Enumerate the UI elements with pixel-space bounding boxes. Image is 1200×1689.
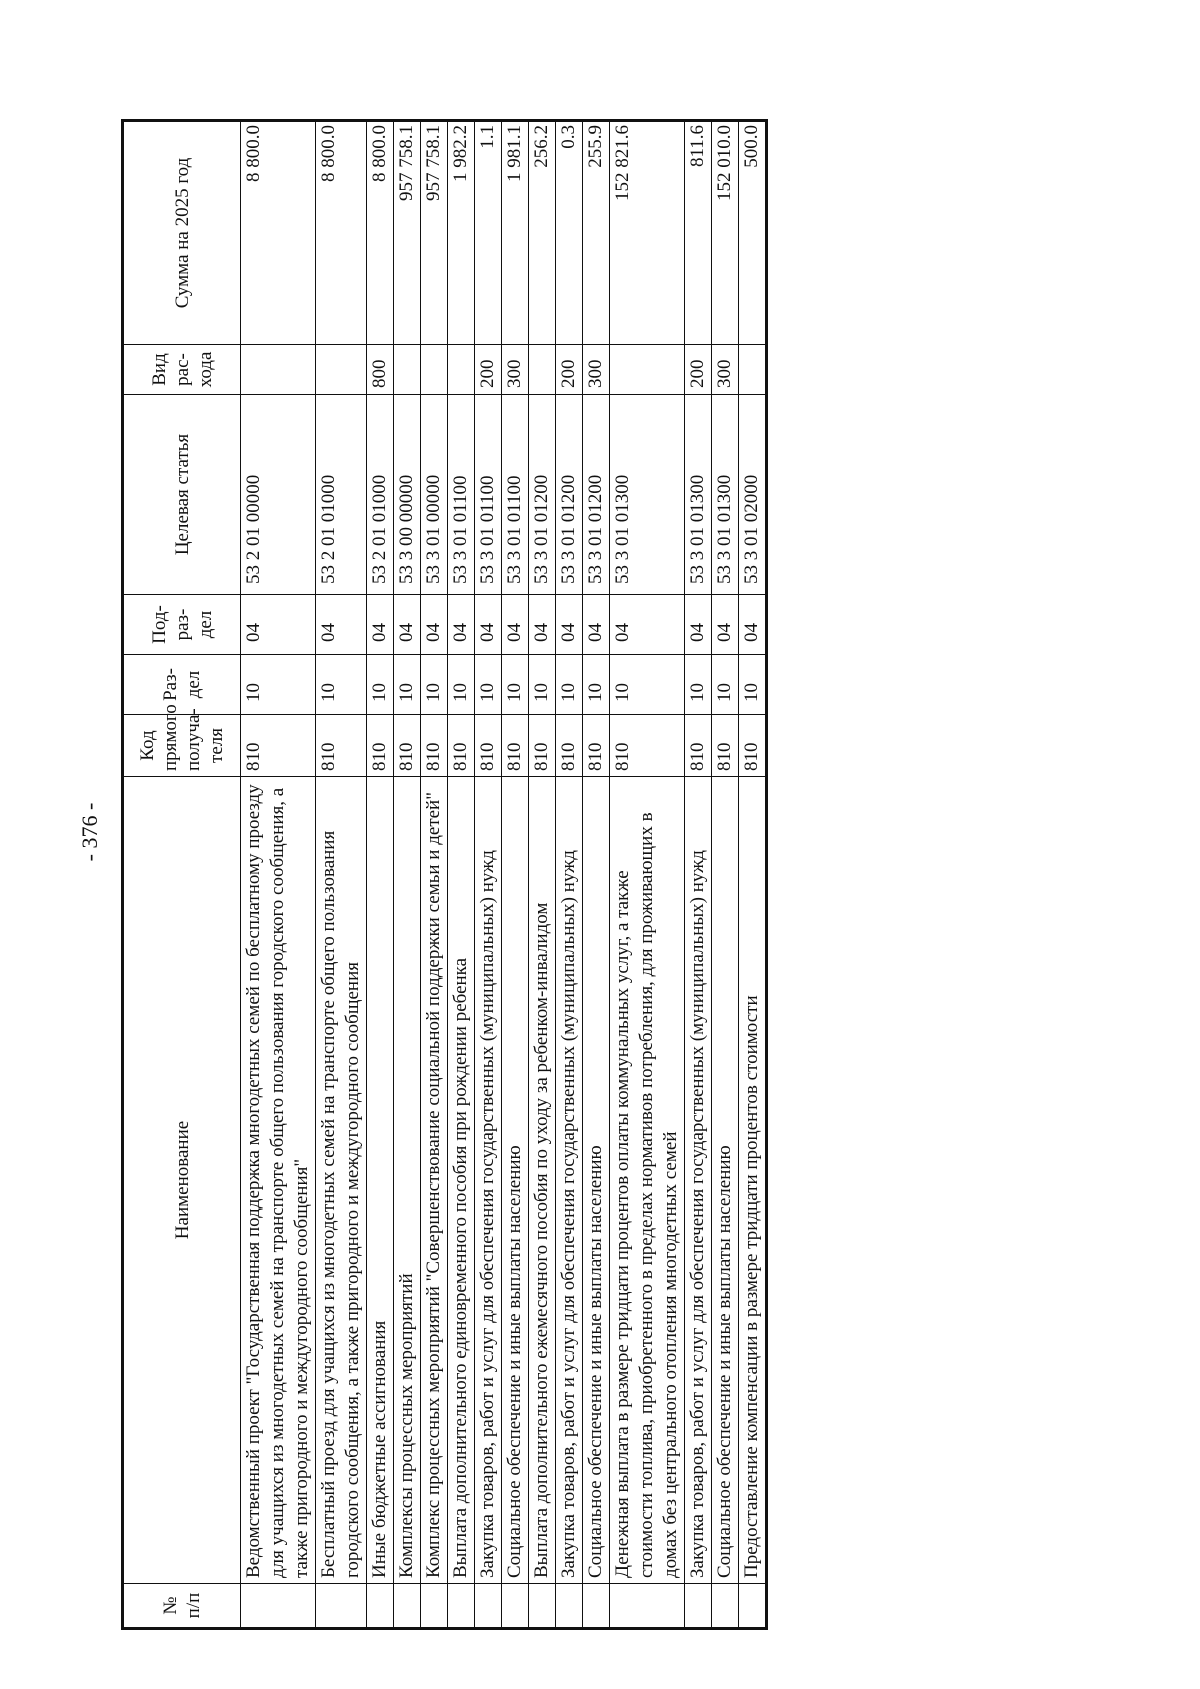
- cell-target: 53 2 01 00000: [241, 395, 316, 595]
- table-row: [712, 121, 739, 1629]
- header-razdel: Раз-дел: [123, 655, 241, 715]
- cell-num: [529, 1584, 556, 1629]
- cell-code: 810: [394, 715, 421, 777]
- cell-num: [583, 1584, 610, 1629]
- cell-vid: 200: [475, 345, 502, 395]
- cell-vid: [739, 345, 767, 395]
- cell-sum: 256.2: [529, 121, 556, 345]
- table-row: [610, 121, 685, 1629]
- cell-name: Выплата дополнительного единовременного пособия при рождении ребенка: [448, 777, 475, 1584]
- cell-razdel: 10: [421, 655, 448, 715]
- cell-podrazdel: 04: [685, 595, 712, 655]
- cell-name: Комплексы процессных мероприятий: [394, 777, 421, 1584]
- cell-num: [421, 1584, 448, 1629]
- cell-vid: 200: [556, 345, 583, 395]
- cell-razdel: 10: [685, 655, 712, 715]
- cell-vid: [316, 345, 367, 395]
- cell-sum: 0.3: [556, 121, 583, 345]
- cell-vid: 300: [502, 345, 529, 395]
- cell-num: [502, 1584, 529, 1629]
- cell-name: Предоставление компенсации в размере тридцати процентов стоимости: [739, 777, 767, 1584]
- cell-sum: 152 821.6: [610, 121, 685, 345]
- header-name: Наименование: [123, 777, 241, 1584]
- cell-target: 53 3 01 00000: [421, 395, 448, 595]
- cell-target: 53 3 01 02000: [739, 395, 767, 595]
- cell-vid: [448, 345, 475, 395]
- cell-target: 53 2 01 01000: [367, 395, 394, 595]
- cell-sum: 1.1: [475, 121, 502, 345]
- cell-vid: 800: [367, 345, 394, 395]
- cell-target: 53 2 01 01000: [316, 395, 367, 595]
- cell-code: 810: [367, 715, 394, 777]
- table-body: [241, 121, 767, 1629]
- cell-code: 810: [529, 715, 556, 777]
- cell-podrazdel: 04: [475, 595, 502, 655]
- cell-podrazdel: 04: [421, 595, 448, 655]
- table-row: [529, 121, 556, 1629]
- header-num: № п/п: [123, 1584, 241, 1629]
- cell-podrazdel: 04: [529, 595, 556, 655]
- cell-target: 53 3 01 01300: [712, 395, 739, 595]
- cell-sum: 957 758.1: [394, 121, 421, 345]
- cell-name: Денежная выплата в размере тридцати процентов оплаты коммунальных услуг, а также стоимости топлива, приобретенного в пределах нормативов потребления, для проживающих в домах без центрального отопления многодетных семей: [610, 777, 685, 1584]
- cell-name: Социальное обеспечение и иные выплаты населению: [502, 777, 529, 1584]
- cell-razdel: 10: [475, 655, 502, 715]
- cell-razdel: 10: [739, 655, 767, 715]
- cell-razdel: 10: [556, 655, 583, 715]
- cell-sum: 8 800.0: [241, 121, 316, 345]
- cell-name: Ведомственный проект "Государственная поддержка многодетных семей по бесплатному проезду для учащихся из многодетных семей на транспорте общего пользования городского сообщения, а также пригородного и междугородного сообщения": [241, 777, 316, 1584]
- cell-name: Закупка товаров, работ и услуг для обеспечения государственных (муниципальных) нужд: [475, 777, 502, 1584]
- cell-vid: [394, 345, 421, 395]
- cell-sum: 152 010.0: [712, 121, 739, 345]
- cell-podrazdel: 04: [448, 595, 475, 655]
- cell-razdel: 10: [502, 655, 529, 715]
- cell-code: 810: [448, 715, 475, 777]
- cell-code: 810: [610, 715, 685, 777]
- cell-podrazdel: 04: [610, 595, 685, 655]
- header-vid: Вид рас-хода: [123, 345, 241, 395]
- cell-sum: 1 981.1: [502, 121, 529, 345]
- cell-name: Закупка товаров, работ и услуг для обеспечения государственных (муниципальных) нужд: [556, 777, 583, 1584]
- cell-razdel: 10: [394, 655, 421, 715]
- cell-num: [367, 1584, 394, 1629]
- cell-name: Социальное обеспечение и иные выплаты населению: [712, 777, 739, 1584]
- cell-code: 810: [556, 715, 583, 777]
- cell-code: 810: [583, 715, 610, 777]
- cell-num: [241, 1584, 316, 1629]
- page-number: - 376 -: [77, 802, 102, 862]
- table-row: [448, 121, 475, 1629]
- cell-razdel: 10: [712, 655, 739, 715]
- table-row: [316, 121, 367, 1629]
- cell-podrazdel: 04: [583, 595, 610, 655]
- cell-num: [739, 1584, 767, 1629]
- table-row: [685, 121, 712, 1629]
- table-row: [475, 121, 502, 1629]
- cell-target: 53 3 01 01100: [448, 395, 475, 595]
- budget-table: [121, 119, 768, 1630]
- cell-razdel: 10: [610, 655, 685, 715]
- cell-podrazdel: 04: [241, 595, 316, 655]
- cell-num: [556, 1584, 583, 1629]
- cell-code: 810: [739, 715, 767, 777]
- cell-razdel: 10: [316, 655, 367, 715]
- cell-num: [712, 1584, 739, 1629]
- cell-name: Комплекс процессных мероприятий "Совершенствование социальной поддержки семьи и детей": [421, 777, 448, 1584]
- table-row: [241, 121, 316, 1629]
- table-row: [394, 121, 421, 1629]
- table-row: [502, 121, 529, 1629]
- cell-podrazdel: 04: [316, 595, 367, 655]
- cell-name: Закупка товаров, работ и услуг для обеспечения государственных (муниципальных) нужд: [685, 777, 712, 1584]
- header-code: Код прямого получа-теля: [123, 715, 241, 777]
- cell-podrazdel: 04: [712, 595, 739, 655]
- cell-sum: 500.0: [739, 121, 767, 345]
- header-podrazdel: Под-раз-дел: [123, 595, 241, 655]
- cell-podrazdel: 04: [502, 595, 529, 655]
- header-target: Целевая статья: [123, 395, 241, 595]
- cell-name: Социальное обеспечение и иные выплаты населению: [583, 777, 610, 1584]
- cell-sum: 811.6: [685, 121, 712, 345]
- cell-target: 53 3 01 01200: [556, 395, 583, 595]
- table-row: [583, 121, 610, 1629]
- cell-sum: 957 758.1: [421, 121, 448, 345]
- cell-podrazdel: 04: [556, 595, 583, 655]
- cell-num: [316, 1584, 367, 1629]
- table-row: [367, 121, 394, 1629]
- cell-num: [685, 1584, 712, 1629]
- cell-code: 810: [241, 715, 316, 777]
- cell-sum: 8 800.0: [367, 121, 394, 345]
- cell-sum: 255.9: [583, 121, 610, 345]
- cell-razdel: 10: [241, 655, 316, 715]
- cell-vid: [529, 345, 556, 395]
- cell-code: 810: [685, 715, 712, 777]
- cell-code: 810: [316, 715, 367, 777]
- cell-target: 53 3 01 01200: [529, 395, 556, 595]
- cell-razdel: 10: [448, 655, 475, 715]
- cell-code: 810: [475, 715, 502, 777]
- cell-code: 810: [502, 715, 529, 777]
- cell-num: [448, 1584, 475, 1629]
- cell-podrazdel: 04: [739, 595, 767, 655]
- cell-sum: 8 800.0: [316, 121, 367, 345]
- cell-code: 810: [712, 715, 739, 777]
- cell-razdel: 10: [583, 655, 610, 715]
- cell-podrazdel: 04: [367, 595, 394, 655]
- cell-target: 53 3 01 01100: [475, 395, 502, 595]
- cell-vid: 200: [685, 345, 712, 395]
- cell-target: 53 3 01 01300: [685, 395, 712, 595]
- cell-vid: [421, 345, 448, 395]
- table-row: [739, 121, 767, 1629]
- cell-name: Иные бюджетные ассигнования: [367, 777, 394, 1584]
- cell-target: 53 3 01 01300: [610, 395, 685, 595]
- cell-vid: [241, 345, 316, 395]
- cell-target: 53 3 01 01100: [502, 395, 529, 595]
- cell-razdel: 10: [367, 655, 394, 715]
- table-header: [123, 121, 241, 1629]
- cell-razdel: 10: [529, 655, 556, 715]
- table-row: [421, 121, 448, 1629]
- cell-target: 53 3 01 01200: [583, 395, 610, 595]
- cell-code: 810: [421, 715, 448, 777]
- cell-num: [610, 1584, 685, 1629]
- cell-podrazdel: 04: [394, 595, 421, 655]
- cell-num: [394, 1584, 421, 1629]
- cell-vid: [610, 345, 685, 395]
- cell-sum: 1 982.2: [448, 121, 475, 345]
- header-sum: Сумма на 2025 год: [123, 121, 241, 345]
- cell-name: Бесплатный проезд для учащихся из многодетных семей на транспорте общего пользования городского сообщения, а также пригородного и междугородного сообщения: [316, 777, 367, 1584]
- table-row: [556, 121, 583, 1629]
- cell-name: Выплата дополнительного ежемесячного пособия по уходу за ребенком-инвалидом: [529, 777, 556, 1584]
- cell-vid: 300: [583, 345, 610, 395]
- rotated-page-content: [121, 122, 1001, 1630]
- cell-num: [475, 1584, 502, 1629]
- cell-target: 53 3 00 00000: [394, 395, 421, 595]
- cell-vid: 300: [712, 345, 739, 395]
